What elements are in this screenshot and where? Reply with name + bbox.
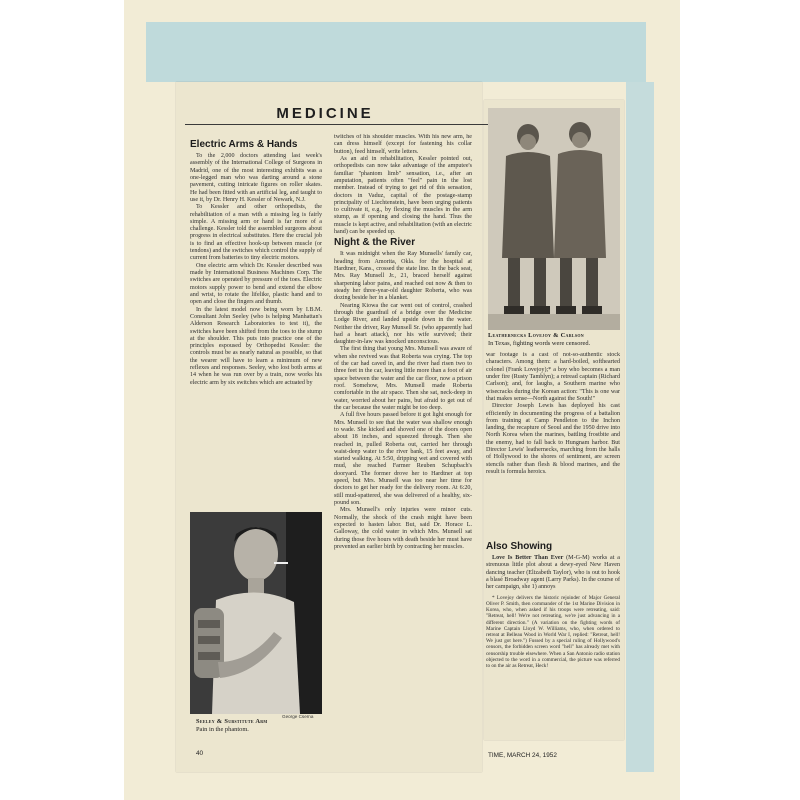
paragraph: twitches of his shoulder muscles. With his new arm, he can dress himself (except for fastening his collar button), feed himself, write letters. xyxy=(334,134,472,155)
caption-text: In Texas, fighting words were censored. xyxy=(488,340,591,347)
article-heading: Also Showing xyxy=(486,541,553,552)
article-heading: Electric Arms & Hands xyxy=(190,139,298,150)
paragraph: To the 2,000 doctors attending last week's assembly of the International College of Surgeons in Madrid, one of the most interesting exhibits was a one-legged man who was darting around a stone pavement, cutting intricate figures on roller skates. He had been fitted with an artificial leg, and taught to use it, by Dr. Henry H. Kessler of Newark, N.J. xyxy=(190,153,322,203)
article-electric-arms xyxy=(190,138,322,500)
film-review: works at a strenuous little plot about a dewy-eyed New Haven dancing teacher (Elizabeth Taylor), who is out to hook a blasé Broadway agent (Larry Parks). In the course of her campaign, she 1) annoys xyxy=(486,555,620,591)
photo-seeley xyxy=(190,512,322,714)
issue-line: TIME, MARCH 24, 1952 xyxy=(488,752,557,759)
page-number: 40 xyxy=(196,750,204,757)
caption-text: Pain in the phantom. xyxy=(196,726,249,733)
photo-caption-leathernecks xyxy=(488,332,622,348)
photo-credit: George Cserna xyxy=(282,714,314,719)
paragraph: A full five hours passed before it got light enough for Mrs. Munsell to see that the water was shallow enough to wade. She kicked and shoved one of the doors open about 18 inches, and squeezed through. Then she reached in, pulled Roberta out, carried her through waist-deep water to the river bank, 15 feet away, and started walking. At 5:50, dripping wet and covered with mud, she reached Farmer Reuben Schupbach's dooryard. The former drove her to Hardtner at top speed, but Mrs. Munsell was too near her time for doctors to get her ready for the delivery room. At 6:20, still mud-spattered, she was delivered of a healthy, six-pound son. xyxy=(334,412,472,506)
paragraph: war footage is a cast of not-so-authentic stock characters. Among them: a hard-boiled, softhearted colonel (Frank Lovejoy);* a boy who becomes a man under fire (Rusty Tamblyn); a retread captain (Richard Carlson); and, for laughs, a Southern marine who wisecracks during the Korean action: "This is one war that makes sense—North against the South!" xyxy=(486,352,620,402)
paragraph: The first thing that young Mrs. Munsell was aware of when she revived was that Roberta was crying. The top of the car had caved in, and the river had risen two to three feet in the car, leaving little more than a foot of air space between the water and the car floor, now a prison roof. Somehow, Mrs. Munsell made Roberta comfortable in the air space. Then she sat, neck-deep in water, worried about her pains, but afraid to get out of the car because the water might be too deep. xyxy=(334,346,472,411)
paragraph: Nearing Kiowa the car went out of control, crashed through the guardrail of a bridge over the Medicine Lodge River, and landed upside down in the water. Neither the driver, Ray Munsell Sr. (who apparently had had a heart attack), nor his wife survived; their daughter-in-law was knocked unconscious. xyxy=(334,302,472,346)
film-studio: (M-G-M) xyxy=(566,555,590,561)
photo-seeley-image xyxy=(190,512,322,714)
paragraph: Mrs. Munsell's only injuries were minor cuts. Normally, the shock of the crash might have been expected to hasten labor. But, said Dr. Horace L. Galloway, the cold water in which Mrs. Munsell sat during those five hours with death beside her must have prevented an earlier birth by contracting her muscles. xyxy=(334,507,472,550)
column-right-also-showing xyxy=(486,540,620,740)
footnote: * Lovejoy delivers the historic rejoinder of Major General Oliver P. Smith, then commander of the 1st Marine Division in Korea, who, when asked if his troops were retreating, said: "Retreat, hell! We're not retreating, we're just advancing in a different direction." (A variation on the fighting words of Marine Captain Lloyd W. Williams, who, when ordered to retreat at Belleau Wood in World War I, replied: "Retreat, hell! We just got here.") Fussed by a special ruling of Hollywood's censors, the forbidden screen word "hell" has already met with censorship trouble elsewhere. When a San Antonio radio station objected to the word in a commercial, the picture was referred to on the air as Retreat, Heck! xyxy=(486,594,620,670)
paragraph: One electric arm which Dr. Kessler described was made by International Business Machines Corp. The switches are operated by pressure of the toes. Electric motors supply power to bend and extend the elbow and wrist, to rotate the lifelike, plastic hand and to open and close the fingers and thumb. xyxy=(190,262,322,306)
paragraph xyxy=(486,555,620,592)
backing-strip-right xyxy=(626,82,654,772)
caption-title: Leathernecks Lovejoy & Carlson xyxy=(488,332,584,339)
photo-caption-seeley xyxy=(196,718,326,734)
photo-leathernecks xyxy=(488,108,620,330)
paragraph: As an aid in rehabilitation, Kessler pointed out, orthopedists can now take advantage of the amputee's familiar "phantom limb" sensation, i.e., after an amputation, patients often "feel" pain in the lost member. Instead of trying to get rid of this sensation, doctors in Vaduz, capital of the postage-stamp principality of Liechtenstein, have been urging patients to cultivate it, e.g., by flexing the muscles in the arm stump, as if opening and closing the hand. Thus the muscle is kept active, and rehabilitation (with an electric hand) can be speeded up. xyxy=(334,155,472,236)
film-title: Love Is Better Than Ever xyxy=(492,555,564,561)
section-title: MEDICINE xyxy=(276,105,374,122)
backing-strip-top xyxy=(146,22,646,82)
column-middle xyxy=(334,134,472,744)
paragraph: Director Joseph Lewis has deployed his cast efficiently in documenting the progress of a battalion from training at Camp Pendleton to the Inchon landing, the recapture of Seoul and the 1950 drive into North Korea when the marines, battling frostbite and the enemy, had to fall back to Hungnam harbor. But Director Lewis' leathernecks, marching from the halls of Hollywood to the shores of sentiment, are screen stencils rather than flesh & blood marines, and the result is formula heroics. xyxy=(486,403,620,475)
photo-leathernecks-image xyxy=(488,108,620,330)
paragraph: It was midnight when the Ray Munsells' family car, heading from Amorita, Okla. for the hospital at Hardtner, Kans., crossed the state line. In the back seat, Mrs. Ray Munsell Jr., 21, braced herself against sharpening labor pains, and reached out now & then to steady her three-year-old daughter Roberta, who was dozing beside her in a blanket. xyxy=(334,251,472,302)
article-heading: Night & the River xyxy=(334,237,416,249)
caption-title: Seeley & Substitute Arm xyxy=(196,718,268,725)
paragraph: To Kessler and other orthopedists, the rehabilitation of a man with a missing leg is fairly simple. A missing arm or hand is far more of a challenge. Kessler told the assembled surgeons about progress in electrical substitutes. Here the crucial job is to find an effective hook-up between muscle (or tendons) and the switches which control the supply of current from batteries to tiny electric motors. xyxy=(190,204,322,262)
paragraph: In the latest model now being worn by I.B.M. Consultant John Seeley (who is helping Manhattan's Alderson Research Laboratories to test it), the switches have been shifted from the toes to the stump at the shoulder. This puts into practice one of the principles espoused by Orthopedist Kessler: the controls must be as nearly natural as possible, so that the wearer will have to learn a minimum of new reflexes and responses. Seeley, who lost both arms at 14 when he was run over by a train, now works his electric arm by six switches which are actuated by xyxy=(190,306,322,386)
